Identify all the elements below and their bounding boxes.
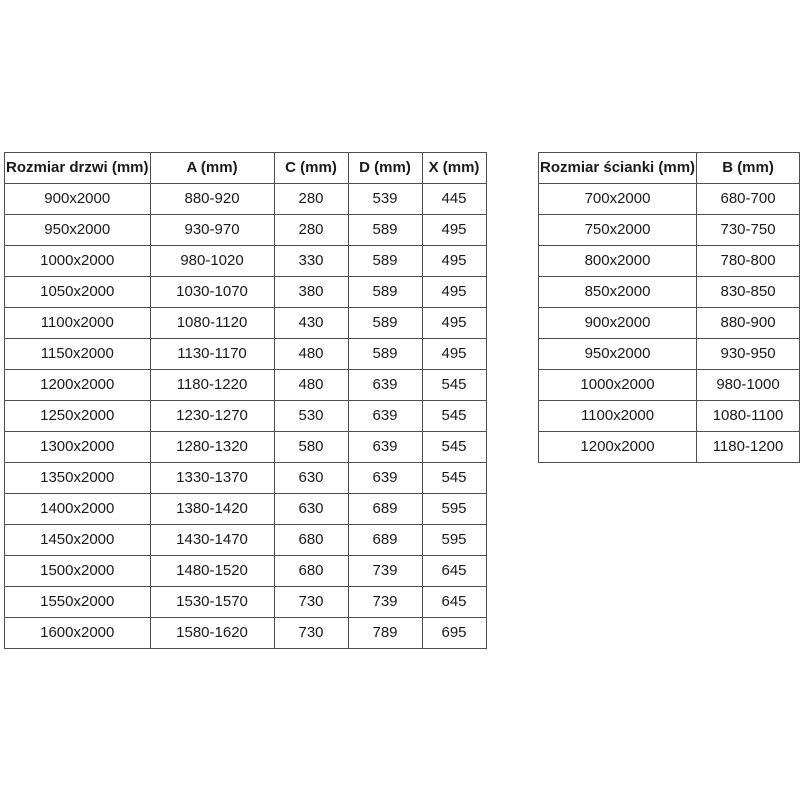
table-cell: 1030-1070 [150, 277, 274, 308]
table-row [539, 370, 800, 401]
table-row [539, 215, 800, 246]
table-row [5, 525, 487, 556]
table-cell: 900x2000 [5, 184, 151, 215]
table-cell: 545 [422, 463, 486, 494]
table-cell: 800x2000 [539, 246, 697, 277]
table-cell: 480 [274, 370, 348, 401]
table-cell: 545 [422, 401, 486, 432]
table-cell: 1580-1620 [150, 618, 274, 649]
door-size-table [4, 152, 487, 649]
table-cell: 595 [422, 494, 486, 525]
table-cell: 1330-1370 [150, 463, 274, 494]
table-row [5, 308, 487, 339]
table-row [5, 339, 487, 370]
table-cell: 1200x2000 [5, 370, 151, 401]
table-row [5, 618, 487, 649]
table-cell: 530 [274, 401, 348, 432]
table-row [539, 308, 800, 339]
header-row [5, 153, 487, 184]
table-cell: 739 [348, 587, 422, 618]
table-cell: 430 [274, 308, 348, 339]
table-cell: 1050x2000 [5, 277, 151, 308]
table-row [5, 401, 487, 432]
table-row [539, 277, 800, 308]
table-cell: 850x2000 [539, 277, 697, 308]
table-cell: 495 [422, 339, 486, 370]
table-cell: 280 [274, 215, 348, 246]
column-header: A (mm) [150, 153, 274, 184]
table-cell: 1180-1220 [150, 370, 274, 401]
table-cell: 1180-1200 [697, 432, 800, 463]
table-cell: 630 [274, 463, 348, 494]
table-row [5, 370, 487, 401]
table-row [539, 401, 800, 432]
table-cell: 645 [422, 556, 486, 587]
table-cell: 1150x2000 [5, 339, 151, 370]
wall-size-table-container [538, 152, 800, 463]
table-row [5, 215, 487, 246]
table-cell: 330 [274, 246, 348, 277]
table-cell: 639 [348, 401, 422, 432]
table-cell: 780-800 [697, 246, 800, 277]
table-cell: 930-970 [150, 215, 274, 246]
table-cell: 1500x2000 [5, 556, 151, 587]
table-cell: 950x2000 [539, 339, 697, 370]
table-cell: 880-920 [150, 184, 274, 215]
table-cell: 1400x2000 [5, 494, 151, 525]
table-cell: 689 [348, 494, 422, 525]
table-cell: 630 [274, 494, 348, 525]
table-cell: 789 [348, 618, 422, 649]
table-cell: 1000x2000 [5, 246, 151, 277]
table-cell: 1080-1100 [697, 401, 800, 432]
table-cell: 639 [348, 432, 422, 463]
table-cell: 1200x2000 [539, 432, 697, 463]
table-cell: 280 [274, 184, 348, 215]
column-header: B (mm) [697, 153, 800, 184]
column-header: C (mm) [274, 153, 348, 184]
table-cell: 589 [348, 277, 422, 308]
table-cell: 495 [422, 215, 486, 246]
table-cell: 695 [422, 618, 486, 649]
table-cell: 445 [422, 184, 486, 215]
table-cell: 639 [348, 463, 422, 494]
table-cell: 1380-1420 [150, 494, 274, 525]
table-cell: 730 [274, 618, 348, 649]
table-row [5, 587, 487, 618]
table-cell: 539 [348, 184, 422, 215]
table-row [5, 184, 487, 215]
table-cell: 980-1020 [150, 246, 274, 277]
table-cell: 545 [422, 370, 486, 401]
table-row [5, 277, 487, 308]
table-cell: 645 [422, 587, 486, 618]
table-cell: 639 [348, 370, 422, 401]
table-cell: 1430-1470 [150, 525, 274, 556]
table-cell: 589 [348, 215, 422, 246]
table-cell: 950x2000 [5, 215, 151, 246]
table-row [5, 246, 487, 277]
header-row [539, 153, 800, 184]
table-cell: 830-850 [697, 277, 800, 308]
table-cell: 739 [348, 556, 422, 587]
table-cell: 1130-1170 [150, 339, 274, 370]
table-cell: 480 [274, 339, 348, 370]
table-cell: 689 [348, 525, 422, 556]
table-cell: 1480-1520 [150, 556, 274, 587]
table-cell: 1230-1270 [150, 401, 274, 432]
table-row [539, 339, 800, 370]
table-cell: 495 [422, 277, 486, 308]
table-cell: 580 [274, 432, 348, 463]
column-header: Rozmiar drzwi (mm) [5, 153, 151, 184]
table-cell: 1080-1120 [150, 308, 274, 339]
column-header: X (mm) [422, 153, 486, 184]
table-cell: 730 [274, 587, 348, 618]
wall-size-table [538, 152, 800, 463]
table-cell: 1550x2000 [5, 587, 151, 618]
table-cell: 680 [274, 556, 348, 587]
table-cell: 495 [422, 246, 486, 277]
table-cell: 595 [422, 525, 486, 556]
table-cell: 380 [274, 277, 348, 308]
table-cell: 545 [422, 432, 486, 463]
table-cell: 980-1000 [697, 370, 800, 401]
table-cell: 1530-1570 [150, 587, 274, 618]
table-row [539, 246, 800, 277]
table-cell: 880-900 [697, 308, 800, 339]
table-cell: 589 [348, 308, 422, 339]
table-cell: 1600x2000 [5, 618, 151, 649]
table-cell: 1350x2000 [5, 463, 151, 494]
door-size-table-container [4, 152, 487, 649]
table-cell: 495 [422, 308, 486, 339]
column-header: Rozmiar ścianki (mm) [539, 153, 697, 184]
table-cell: 589 [348, 246, 422, 277]
table-cell: 1100x2000 [539, 401, 697, 432]
table-row [5, 432, 487, 463]
table-cell: 730-750 [697, 215, 800, 246]
table-cell: 1450x2000 [5, 525, 151, 556]
table-row [539, 184, 800, 215]
table-cell: 900x2000 [539, 308, 697, 339]
table-cell: 1300x2000 [5, 432, 151, 463]
table-cell: 700x2000 [539, 184, 697, 215]
table-cell: 1100x2000 [5, 308, 151, 339]
table-cell: 589 [348, 339, 422, 370]
table-cell: 1250x2000 [5, 401, 151, 432]
table-row [5, 494, 487, 525]
table-cell: 930-950 [697, 339, 800, 370]
table-cell: 680-700 [697, 184, 800, 215]
table-row [539, 432, 800, 463]
table-row [5, 463, 487, 494]
table-cell: 750x2000 [539, 215, 697, 246]
table-cell: 1280-1320 [150, 432, 274, 463]
table-cell: 1000x2000 [539, 370, 697, 401]
column-header: D (mm) [348, 153, 422, 184]
table-cell: 680 [274, 525, 348, 556]
table-row [5, 556, 487, 587]
